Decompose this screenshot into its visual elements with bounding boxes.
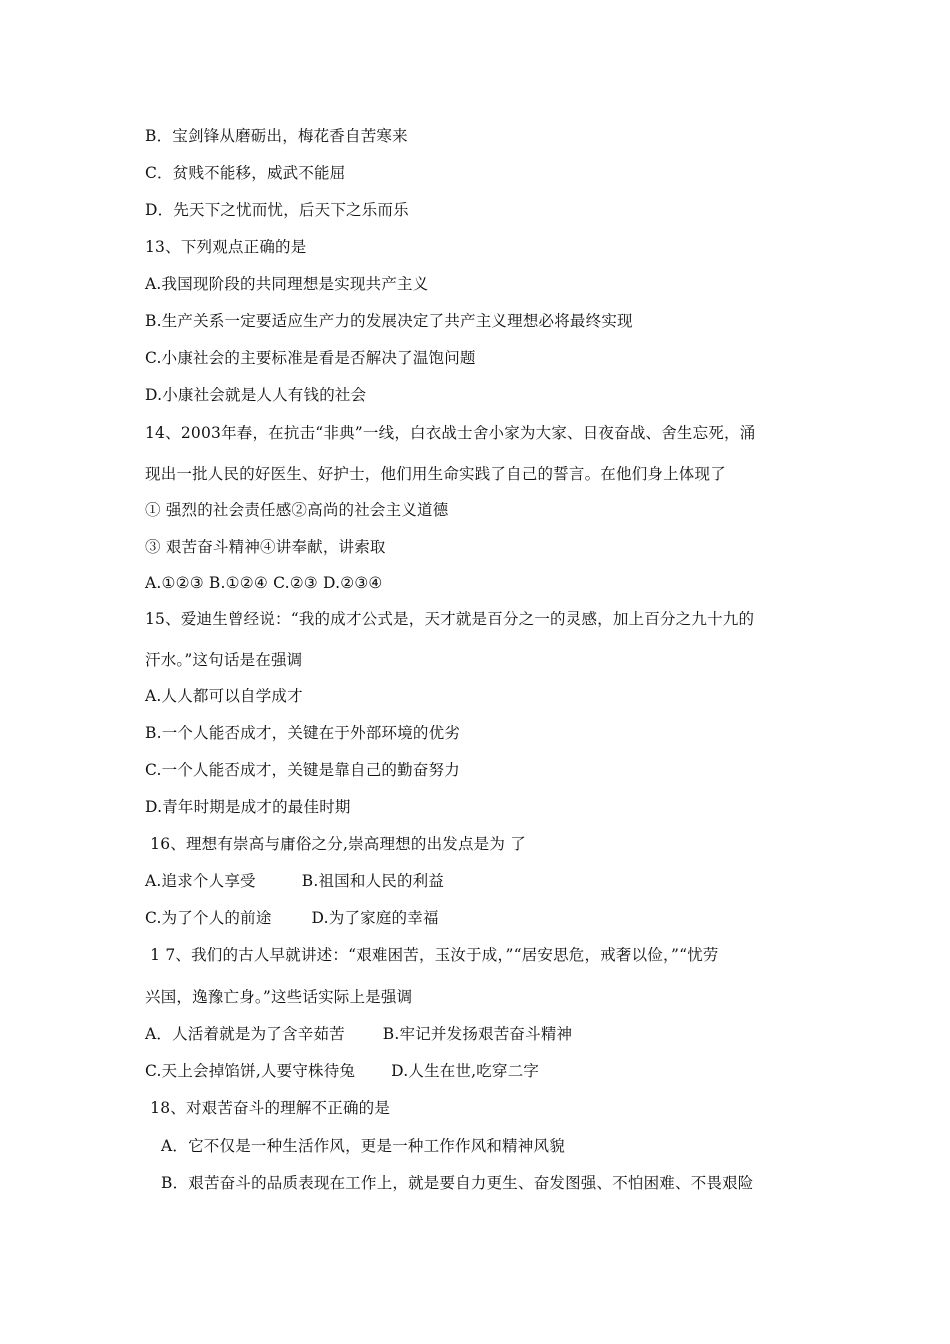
question-17-line1: 1 7、我们的古人早就讲述：“艰难困苦，玉汝于成，”“居安思危，戒奢以俭，”“忧劳 [145, 946, 719, 964]
options-14: A.①②③ B.①②④ C.②③ D.②③④ [145, 574, 383, 592]
option-16-b: B.祖国和人民的利益 [301, 872, 445, 890]
options-17-ab [145, 1024, 572, 1044]
option-12-b: B．宝剑锋从磨砺出，梅花香自苦寒来 [145, 127, 408, 145]
option-13-a: A.我国现阶段的共同理想是实现共产主义 [145, 275, 429, 293]
option-15-d: D.青年时期是成才的最佳时期 [145, 798, 351, 816]
option-17-a: A．人活着就是为了含辛茹苦 [145, 1025, 345, 1043]
option-17-b: B.牢记并发扬艰苦奋斗精神 [382, 1025, 573, 1043]
option-15-c: C.一个人能否成才，关键是靠自己的勤奋努力 [145, 761, 460, 779]
option-18-b: B．艰苦奋斗的品质表现在工作上，就是要自力更生、奋发图强、不怕困难、不畏艰险 [161, 1174, 754, 1192]
option-18-a: A．它不仅是一种生活作风，更是一种工作作风和精神风貌 [161, 1137, 565, 1155]
question-17-line2: 兴国，逸豫亡身。”这些话实际上是强调 [145, 988, 413, 1006]
option-16-a: A.追求个人享受 [145, 872, 256, 890]
option-15-a: A.人人都可以自学成才 [145, 687, 303, 705]
question-15-line2: 汗水。”这句话是在强调 [145, 651, 303, 669]
option-13-c: C.小康社会的主要标准是看是否解决了温饱问题 [145, 349, 476, 367]
option-17-c: C.天上会掉馅饼,人要守株待兔 [145, 1062, 356, 1080]
statement-14-1-2: ① 强烈的社会责任感②高尚的社会主义道德 [145, 501, 449, 519]
question-15-line1: 15、爱迪生曾经说：“我的成才公式是，天才就是百分之一的灵感，加上百分之九十九的 [145, 610, 755, 628]
options-16-cd [145, 908, 439, 928]
options-17-cd [145, 1061, 539, 1081]
question-14-line2: 现出一批人民的好医生、好护士，他们用生命实践了自己的誓言。在他们身上体现了 [145, 465, 726, 483]
option-16-c: C.为了个人的前途 [145, 909, 272, 927]
option-13-b: B.生产关系一定要适应生产力的发展决定了共产主义理想必将最终实现 [145, 312, 633, 330]
question-18: 18、对艰苦奋斗的理解不正确的是 [145, 1099, 391, 1117]
option-13-d: D.小康社会就是人人有钱的社会 [145, 386, 367, 404]
option-17-d: D.人生在世,吃穿二字 [391, 1062, 540, 1080]
option-16-d: D.为了家庭的幸福 [311, 909, 439, 927]
option-12-d: D．先天下之忧而忧，后天下之乐而乐 [145, 201, 409, 219]
option-12-c: C．贫贱不能移，威武不能屈 [145, 164, 346, 182]
option-15-b: B.一个人能否成才，关键在于外部环境的优劣 [145, 724, 461, 742]
question-14-line1: 14、2003年春，在抗击“非典”一线，白衣战士舍小家为大家、日夜奋战、舍生忘死，涌 [145, 424, 756, 442]
question-16: 16、理想有崇高与庸俗之分,崇高理想的出发点是为 了 [145, 835, 526, 853]
options-16-ab [145, 871, 444, 891]
statement-14-3-4: ③ 艰苦奋斗精神④讲奉献，讲索取 [145, 538, 386, 556]
question-13: 13、下列观点正确的是 [145, 238, 307, 256]
